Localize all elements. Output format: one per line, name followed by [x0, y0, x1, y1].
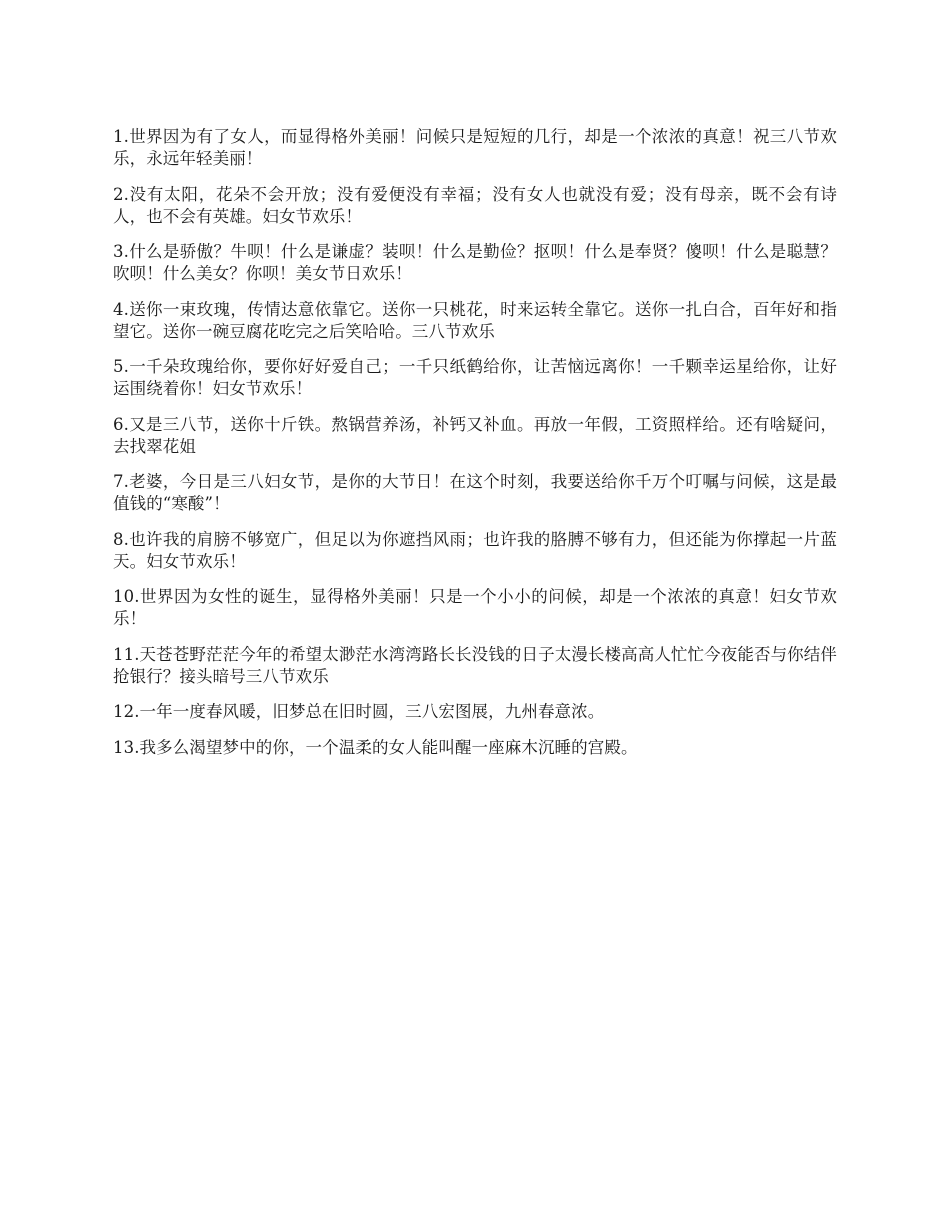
- paragraph-6: 6.又是三八节，送你十斤铁。熬锅营养汤，补钙又补血。再放一年假，工资照样给。还有啥疑问，去找翠花姐: [113, 414, 837, 456]
- paragraph-7: 7.老婆，今日是三八妇女节，是你的大节日！在这个时刻，我要送给你千万个叮嘱与问候，这是最值钱的“寒酸”！: [113, 472, 837, 513]
- document-body: [113, 126, 837, 772]
- paragraph-4: 4.送你一束玫瑰，传情达意依靠它。送你一只桃花，时来运转全靠它。送你一扎白合，百年好和指望它。送你一碗豆腐花吃完之后笑哈哈。三八节欢乐: [113, 299, 837, 341]
- paragraph-2: 2.没有太阳，花朵不会开放；没有爱便没有幸福；没有女人也就没有爱；没有母亲，既不会有诗人，也不会有英雄。妇女节欢乐！: [113, 184, 837, 226]
- paragraph-10: 10.世界因为女性的诞生，显得格外美丽！只是一个小小的问候，却是一个浓浓的真意！妇女节欢乐！: [113, 587, 837, 628]
- paragraph-3: 3.什么是骄傲？牛呗！什么是谦虚？装呗！什么是勤俭？抠呗！什么是奉贤？傻呗！什么是聪慧？吹呗！什么美女？你呗！美女节日欢乐！: [113, 242, 837, 283]
- paragraph-1: 1.世界因为有了女人，而显得格外美丽！问候只是短短的几行，却是一个浓浓的真意！祝三八节欢乐，永远年轻美丽！: [113, 127, 837, 168]
- paragraph-11: 11.天苍苍野茫茫今年的希望太渺茫水湾湾路长长没钱的日子太漫长楼高高人忙忙今夜能否与你结伴抢银行？接头暗号三八节欢乐: [113, 644, 837, 686]
- paragraph-13: 13.我多么渴望梦中的你，一个温柔的女人能叫醒一座麻木沉睡的宫殿。: [113, 737, 638, 757]
- paragraph-8: 8.也许我的肩膀不够宽广，但足以为你遮挡风雨；也许我的胳膊不够有力，但还能为你撑起一片蓝天。妇女节欢乐！: [113, 529, 837, 571]
- paragraph-5: 5.一千朵玫瑰给你，要你好好爱自己；一千只纸鹤给你，让苦恼远离你！一千颗幸运星给你，让好运围绕着你！妇女节欢乐！: [113, 357, 837, 398]
- paragraph-12: 12.一年一度春风暖，旧梦总在旧时圆，三八宏图展，九州春意浓。: [113, 702, 605, 721]
